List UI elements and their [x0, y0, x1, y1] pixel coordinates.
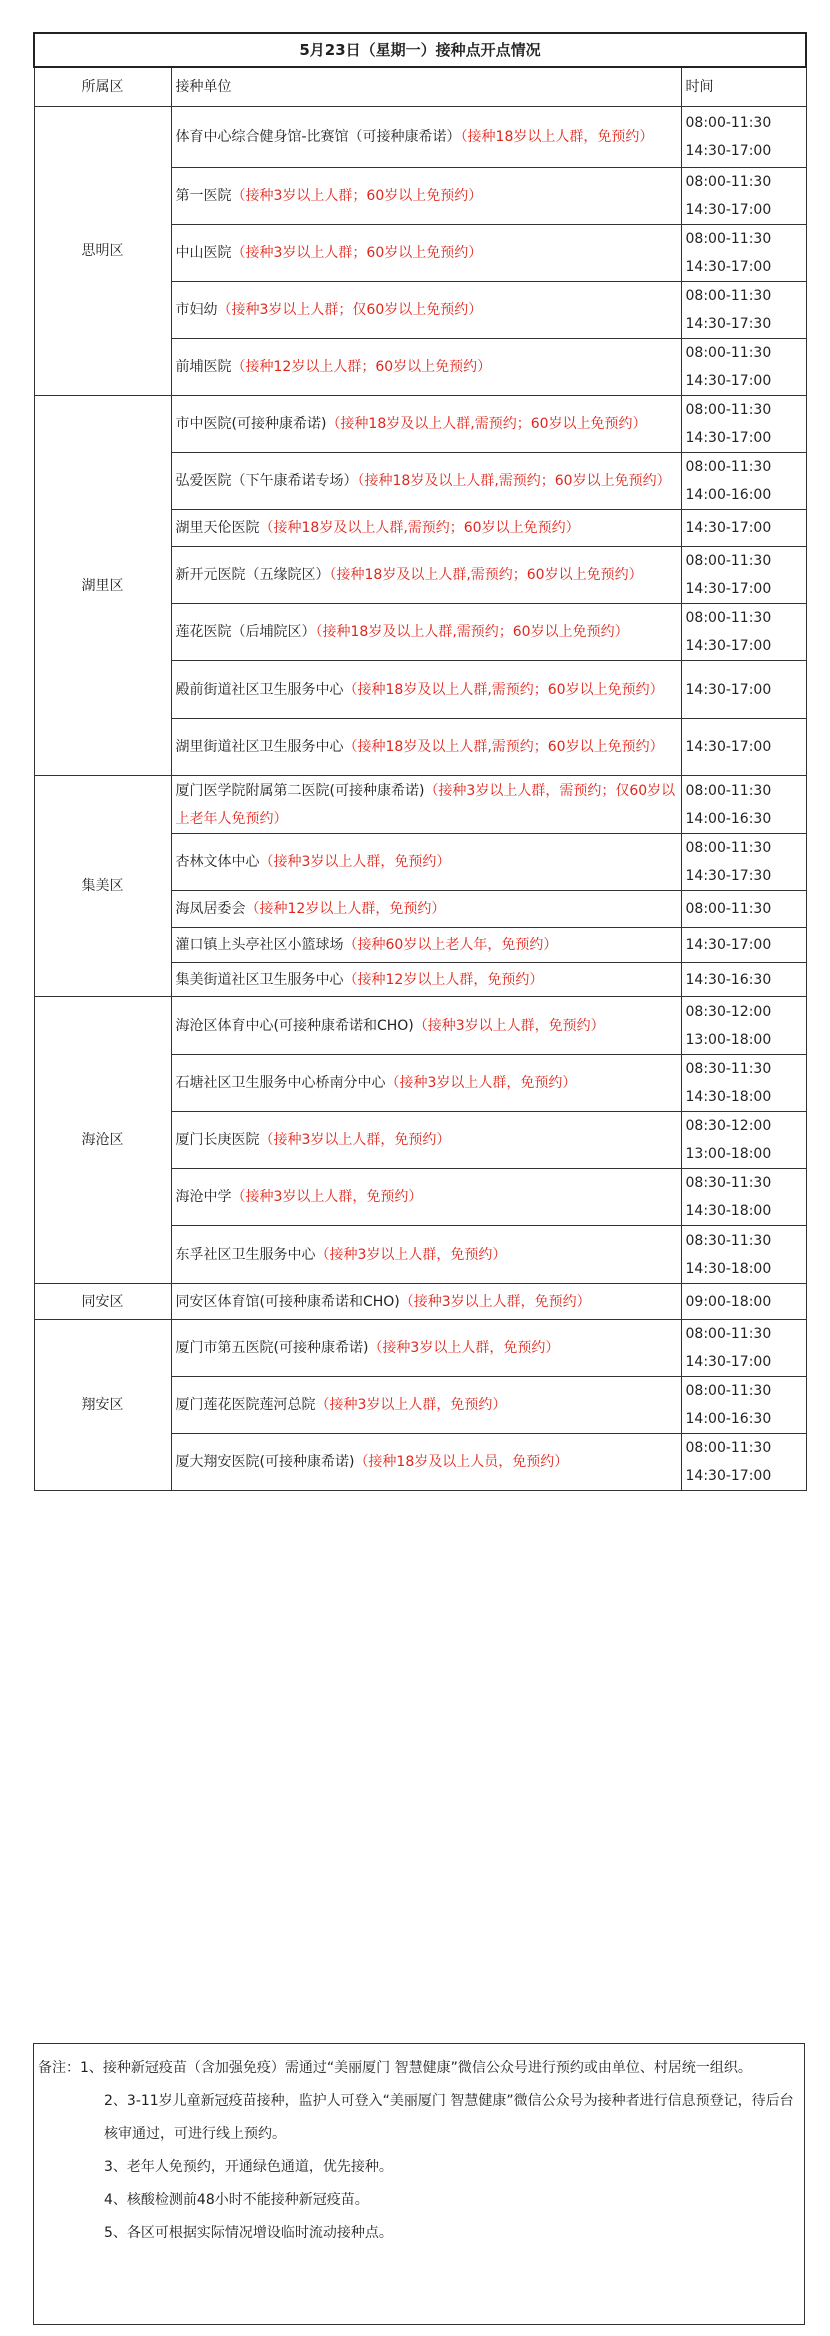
time-slot: 08:00-11:30: [685, 901, 772, 917]
unit-name: 海凤居委会: [175, 901, 246, 917]
unit-cell: [171, 1055, 681, 1112]
time-slot: 14:30-18:00: [685, 1203, 772, 1219]
time-slot: 08:00-11:30: [685, 1383, 772, 1399]
time-slot: 14:00-16:30: [685, 1411, 772, 1427]
header-unit: 接种单位: [171, 67, 681, 107]
unit-name: 湖里天伦医院: [175, 520, 260, 536]
time-slot: 13:00-18:00: [685, 1146, 772, 1162]
time-slot: 14:30-17:00: [685, 937, 772, 953]
eligibility-note: （接种18岁及以上人群,需预约；60岁以上免预约）: [357, 473, 671, 489]
unit-name: 厦门莲花医院莲河总院: [175, 1397, 316, 1413]
unit-cell: [171, 225, 681, 282]
unit-cell: [171, 719, 681, 776]
district-cell: 湖里区: [34, 396, 171, 776]
time-cell: [681, 604, 806, 661]
table-title: 5月23日（星期一）接种点开点情况: [34, 33, 806, 67]
table-title-row: [34, 33, 806, 67]
district-cell: 海沧区: [34, 997, 171, 1284]
time-slot: 08:00-11:30: [685, 174, 772, 190]
unit-cell: [171, 1226, 681, 1284]
remarks-box: [33, 2043, 805, 2325]
unit-cell: [171, 1377, 681, 1434]
time-slot: 08:00-11:30: [685, 288, 772, 304]
time-slot: 14:30-17:00: [685, 373, 772, 389]
time-slot: 08:00-11:30: [685, 459, 772, 475]
unit-cell: [171, 168, 681, 225]
unit-name: 厦门长庚医院: [175, 1132, 260, 1148]
unit-name: 体育中心综合健身馆-比赛馆（可接种康希诺）: [175, 129, 461, 145]
time-cell: [681, 1055, 806, 1112]
time-cell: [681, 891, 806, 928]
unit-name: 海沧区体育中心(可接种康希诺和CHO): [175, 1017, 414, 1034]
district-cell: 同安区: [34, 1284, 171, 1320]
time-slot: 14:30-18:00: [685, 1089, 772, 1105]
time-slot: 08:00-11:30: [685, 402, 772, 418]
unit-name: 厦门市第五医院(可接种康希诺): [175, 1340, 369, 1356]
time-slot: 14:30-17:00: [685, 638, 772, 654]
time-slot: 08:00-11:30: [685, 345, 772, 361]
eligibility-note: （接种3岁以上人群；仅60岁以上免预约）: [217, 302, 483, 318]
eligibility-note: （接种60岁以上老人年，免预约）: [343, 937, 558, 953]
time-slot: 14:30-17:00: [685, 143, 772, 159]
unit-cell: [171, 776, 681, 834]
table-row: [34, 1284, 806, 1320]
time-cell: [681, 1434, 806, 1491]
eligibility-note: （接种3岁以上人群，需预约；仅60岁以上老年人免预约）: [175, 782, 676, 827]
eligibility-note: （接种18岁及以上人群,需预约；60岁以上免预约）: [329, 567, 643, 583]
eligibility-note: （接种12岁以上人群，免预约）: [343, 971, 544, 988]
time-cell: [681, 1284, 806, 1320]
eligibility-note: （接种3岁以上人群，免预约）: [315, 1397, 507, 1413]
time-cell: [681, 510, 806, 547]
unit-cell: [171, 510, 681, 547]
time-cell: [681, 928, 806, 963]
eligibility-note: （接种3岁以上人群，免预约）: [385, 1075, 577, 1091]
time-slot: 14:30-17:00: [685, 739, 772, 755]
time-slot: 14:00-16:30: [685, 810, 772, 827]
time-slot: 14:30-17:00: [685, 430, 772, 446]
time-slot: 13:00-18:00: [685, 1031, 772, 1048]
unit-name: 同安区体育馆(可接种康希诺和CHO): [175, 1293, 400, 1310]
eligibility-note: （接种18岁及以上人群,需预约；60岁以上免预约）: [343, 681, 664, 698]
time-slot: 14:30-17:30: [685, 868, 772, 884]
eligibility-note: （接种18岁及以上人群,需预约；60岁以上免预约）: [343, 739, 664, 755]
unit-name: 市妇幼: [175, 302, 218, 318]
unit-cell: [171, 1112, 681, 1169]
unit-cell: [171, 107, 681, 168]
unit-cell: [171, 661, 681, 719]
eligibility-note: （接种3岁以上人群，免预约）: [413, 1017, 605, 1034]
time-slot: 14:30-17:30: [685, 316, 772, 332]
unit-cell: [171, 1284, 681, 1320]
time-cell: [681, 1112, 806, 1169]
unit-name: 莲花医院（后埔院区）: [175, 624, 316, 640]
district-cell: 翔安区: [34, 1320, 171, 1491]
time-slot: 14:30-17:00: [685, 259, 772, 275]
time-slot: 14:30-18:00: [685, 1260, 772, 1277]
time-slot: 14:30-17:00: [685, 1354, 772, 1370]
time-slot: 08:00-11:30: [685, 840, 772, 856]
unit-name: 厦大翔安医院(可接种康希诺): [175, 1454, 355, 1470]
unit-name: 弘爱医院（下午康希诺专场）: [175, 473, 358, 489]
time-slot: 14:30-17:00: [685, 581, 772, 597]
unit-cell: [171, 604, 681, 661]
time-cell: [681, 225, 806, 282]
table-row: [34, 1320, 806, 1377]
table-row: [34, 107, 806, 168]
unit-cell: [171, 834, 681, 891]
unit-cell: [171, 891, 681, 928]
time-slot: 08:00-11:30: [685, 231, 772, 247]
time-slot: 08:00-11:30: [685, 553, 772, 569]
unit-name: 前埔医院: [175, 359, 232, 375]
eligibility-note: （接种3岁以上人群；60岁以上免预约）: [231, 245, 483, 261]
time-slot: 14:30-17:00: [685, 202, 772, 218]
header-district: 所属区: [34, 67, 171, 107]
time-slot: 08:00-11:30: [685, 610, 772, 626]
unit-cell: [171, 282, 681, 339]
time-slot: 08:30-12:00: [685, 1118, 772, 1134]
unit-cell: [171, 963, 681, 997]
eligibility-note: （接种3岁以上人群，免预约）: [368, 1340, 560, 1356]
eligibility-note: （接种18岁及以上人群,需预约；60岁以上免预约）: [259, 520, 580, 536]
time-cell: [681, 719, 806, 776]
unit-name: 中山医院: [175, 245, 232, 261]
eligibility-note: （接种18岁以上人群，免预约）: [460, 129, 654, 145]
remark-3: 3、老年人免预约，开通绿色通道，优先接种。: [104, 2159, 393, 2175]
unit-cell: [171, 339, 681, 396]
eligibility-note: （接种18岁及以上人群,需预约；60岁以上免预约）: [326, 416, 647, 432]
header-time: 时间: [681, 67, 806, 107]
time-cell: [681, 168, 806, 225]
vaccination-schedule-table: [33, 32, 807, 1491]
unit-cell: [171, 1320, 681, 1377]
time-cell: [681, 339, 806, 396]
table-row: [34, 997, 806, 1055]
eligibility-note: （接种12岁以上人群；60岁以上免预约）: [231, 359, 492, 375]
time-cell: [681, 547, 806, 604]
time-cell: [681, 453, 806, 510]
time-cell: [681, 1320, 806, 1377]
unit-cell: [171, 997, 681, 1055]
time-slot: 14:30-17:00: [685, 1468, 772, 1484]
time-slot: 08:30-11:30: [685, 1232, 772, 1249]
time-slot: 08:00-11:30: [685, 115, 772, 131]
district-cell: 集美区: [34, 776, 171, 997]
unit-cell: [171, 453, 681, 510]
eligibility-note: （接种18岁及以上人群,需预约；60岁以上免预约）: [315, 624, 629, 640]
time-slot: 09:00-18:00: [685, 1293, 772, 1310]
eligibility-note: （接种3岁以上人群，免预约）: [315, 1246, 507, 1263]
unit-name: 灌口镇上头亭社区小篮球场: [175, 937, 344, 953]
remark-2: 2、3-11岁儿童新冠疫苗接种，监护人可登入“美丽厦门 智慧健康”微信公众号为接种者进行信息预登记，待后台核审通过，可进行线上预约。: [104, 2093, 794, 2142]
time-cell: [681, 776, 806, 834]
time-cell: [681, 396, 806, 453]
unit-name: 新开元医院（五缘院区）: [175, 567, 330, 583]
unit-cell: [171, 547, 681, 604]
time-cell: [681, 661, 806, 719]
eligibility-note: （接种3岁以上人群，免预约）: [231, 1189, 423, 1205]
header-row: [34, 67, 806, 107]
time-slot: 14:30-16:30: [685, 971, 772, 988]
time-slot: 08:30-12:00: [685, 1003, 772, 1020]
time-slot: 08:00-11:30: [685, 1326, 772, 1342]
time-cell: [681, 1377, 806, 1434]
time-slot: 14:00-16:00: [685, 487, 772, 503]
remark-1: 备注：1、接种新冠疫苗（含加强免疫）需通过“美丽厦门 智慧健康”微信公众号进行预约或由单位、村居统一组织。: [38, 2060, 752, 2076]
time-slot: 08:30-11:30: [685, 1061, 772, 1077]
time-slot: 14:30-17:00: [685, 520, 772, 536]
unit-name: 集美街道社区卫生服务中心: [175, 971, 344, 988]
unit-cell: [171, 396, 681, 453]
time-cell: [681, 107, 806, 168]
time-cell: [681, 1226, 806, 1284]
time-cell: [681, 997, 806, 1055]
remark-4: 4、核酸检测前48小时不能接种新冠疫苗。: [104, 2192, 369, 2208]
time-cell: [681, 1169, 806, 1226]
eligibility-note: （接种3岁以上人群；60岁以上免预约）: [231, 188, 483, 204]
district-cell: 思明区: [34, 107, 171, 396]
unit-cell: [171, 1169, 681, 1226]
eligibility-note: （接种3岁以上人群，免预约）: [259, 854, 451, 870]
table-row: [34, 776, 806, 834]
unit-name: 市中医院(可接种康希诺): [175, 416, 327, 432]
unit-cell: [171, 1434, 681, 1491]
unit-name: 第一医院: [175, 188, 232, 204]
remark-5: 5、各区可根据实际情况增设临时流动接种点。: [104, 2225, 393, 2241]
time-slot: 08:00-11:30: [685, 1440, 772, 1456]
unit-name: 海沧中学: [175, 1189, 232, 1205]
unit-cell: [171, 928, 681, 963]
eligibility-note: （接种12岁以上人群，免预约）: [245, 901, 446, 917]
eligibility-note: （接种3岁以上人群，免预约）: [259, 1132, 451, 1148]
unit-name: 殿前街道社区卫生服务中心: [175, 681, 344, 698]
unit-name: 杏林文体中心: [175, 854, 260, 870]
unit-name: 东孚社区卫生服务中心: [175, 1246, 316, 1263]
time-slot: 14:30-17:00: [685, 681, 772, 698]
time-cell: [681, 282, 806, 339]
eligibility-note: （接种18岁及以上人员，免预约）: [354, 1454, 569, 1470]
table-row: [34, 396, 806, 453]
time-cell: [681, 834, 806, 891]
unit-name: 厦门医学院附属第二医院(可接种康希诺): [175, 782, 425, 799]
eligibility-note: （接种3岁以上人群，免预约）: [399, 1293, 591, 1310]
unit-name: 湖里街道社区卫生服务中心: [175, 739, 344, 755]
time-slot: 08:00-11:30: [685, 782, 772, 799]
time-cell: [681, 963, 806, 997]
time-slot: 08:30-11:30: [685, 1175, 772, 1191]
unit-name: 石塘社区卫生服务中心桥南分中心: [175, 1075, 386, 1091]
